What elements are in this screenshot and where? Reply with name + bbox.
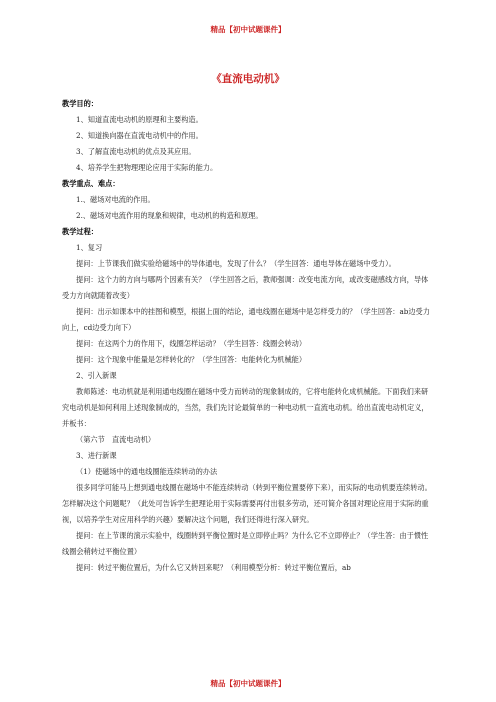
intro-paragraph: 教师陈述：电动机就是利用通电线圈在磁场中受力而转动的现象制成的，它将电能转化成机械能。下面我们来研究电动机是如何利用上述现象制成的，当然，我们先讨论最简单的一种电动机一直流电动机。给出直流电动机定义，并板书： — [62, 387, 429, 428]
intro-paragraph: （第六节 直流电动机） — [76, 435, 156, 444]
new-lesson-paragraph: 很多同学可能马上想到通电线圈在磁场中不能连续转动（转到平衡位置要停下来），而实际的电动机要连续转动。怎样解决这个问题呢？（此处可告诉学生把理论用于实际需要再付出很多劳动，还可简介各国对理论应用于实际的重视，以培养学生对应用科学的兴趣）要解决这个问题，我们还得进行深入研究。 — [62, 483, 432, 524]
intro-heading: 2、引入新课 — [76, 371, 117, 380]
new-lesson-subheading: （1）使磁场中的通电线圈能连续转动的办法 — [76, 467, 218, 476]
key-item: 1.、磁场对电流的作用。 — [76, 195, 155, 204]
new-lesson-paragraph: 提问：在上节课的演示实验中，线圈转到平衡位置时是立即停止吗？为什么它不立即停止？（学生答：由于惯性线圈会稍转过平衡位置） — [62, 531, 429, 556]
document-body — [62, 96, 434, 576]
review-paragraph: 提问：这个力的方向与哪两个因素有关？（学生回答之后，教师强调：改变电流方向，或改变磁感线方向，导体受力方向就随着改变） — [62, 275, 429, 300]
header-tag: 精品【初中试题课件】 — [210, 25, 286, 34]
goals-heading: 教学目的： — [62, 99, 98, 108]
review-paragraph: 提问：这个现象中能量是怎样转化的？（学生回答：电能转化为机械能） — [76, 355, 307, 364]
process-heading: 教学过程： — [62, 227, 98, 236]
page-title: 《直流电动机》 — [211, 73, 285, 85]
review-paragraph: 提问：出示如课本中的挂图和模型，根据上面的结论，通电线圈在磁场中是怎样受力的？（学生回答：ab边受力向上，cd边受力向下） — [62, 307, 430, 332]
goal-item: 1、知道直流电动机的原理和主要构造。 — [76, 115, 203, 124]
review-heading: 1、复习 — [76, 243, 103, 252]
goal-item: 4、培养学生把物理理论应用于实际的能力。 — [76, 163, 218, 172]
goal-item: 3、了解直流电动机的优点及其应用。 — [76, 147, 196, 156]
new-lesson-paragraph: 提问：转过平衡位置后，为什么它又转回来呢？（利用模型分析：转过平衡位置后，ab — [76, 563, 351, 572]
key-heading: 教学重点、难点： — [62, 179, 120, 188]
review-paragraph: 提问：上节课我们做实验给磁场中的导体通电，发现了什么？（学生回答：通电导体在磁场中受力）。 — [76, 259, 396, 268]
footer-tag: 精品【初中试题课件】 — [210, 679, 286, 688]
goal-item: 2、知道换向器在直流电动机中的作用。 — [76, 131, 203, 140]
new-lesson-heading: 3、进行新课 — [76, 451, 117, 460]
key-item: 2.、磁场对电流作用的现象和规律，电动机的构造和原理。 — [76, 211, 263, 220]
review-paragraph: 提问：在这两个力的作用下，线圈怎样运动？（学生回答：线圈会转动） — [76, 339, 307, 348]
